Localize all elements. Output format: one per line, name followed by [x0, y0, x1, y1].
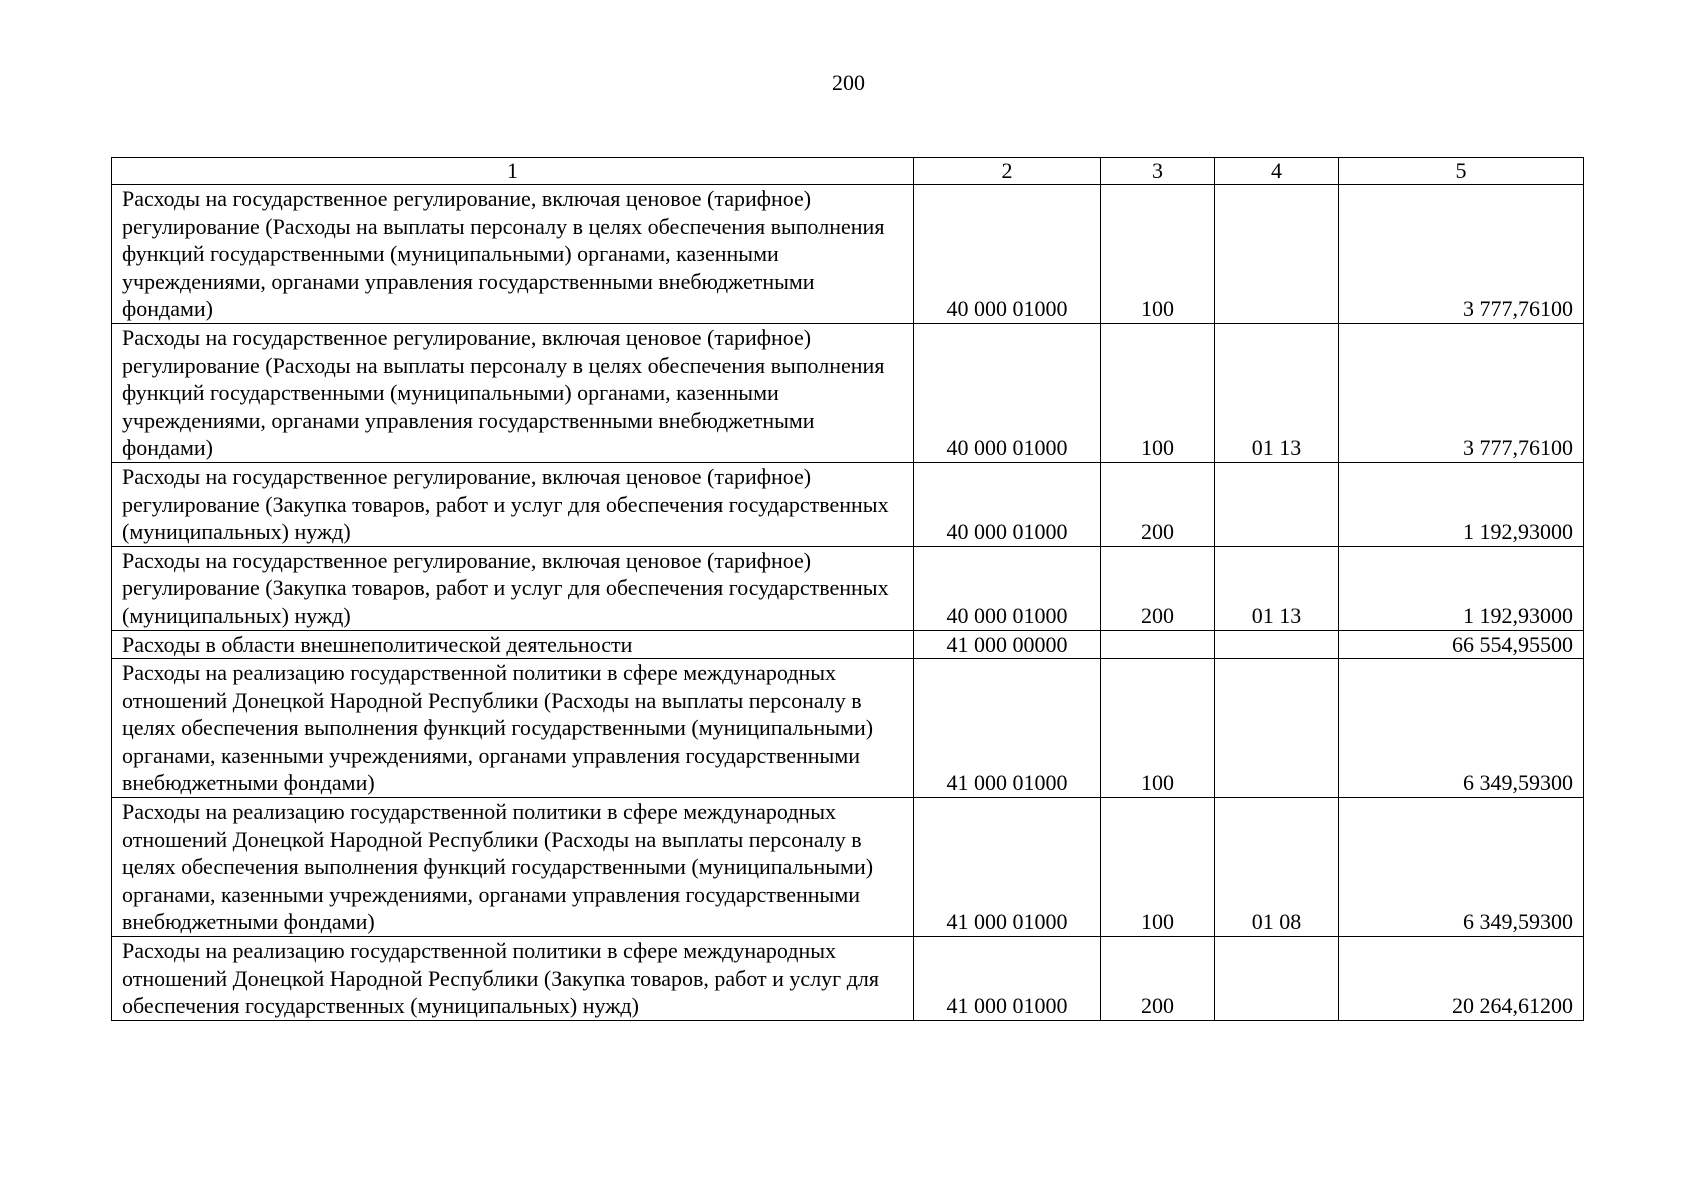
- row-code: 41 000 01000: [914, 937, 1101, 1021]
- row-type: 200: [1101, 546, 1215, 630]
- budget-table: [111, 157, 1584, 1021]
- header-col-2: 2: [914, 158, 1101, 185]
- header-col-1: 1: [112, 158, 914, 185]
- row-description: Расходы на государственное регулирование, включая ценовое (тарифное) регулирование (Закупка товаров, работ и услуг для обеспечения государственных (муниципальных) нужд): [112, 462, 914, 546]
- row-code: 41 000 01000: [914, 798, 1101, 937]
- row-amount: 1 192,93000: [1339, 462, 1584, 546]
- table-row: [112, 798, 1584, 937]
- header-col-4: 4: [1215, 158, 1339, 185]
- row-code: 41 000 00000: [914, 630, 1101, 659]
- row-type: 100: [1101, 659, 1215, 798]
- header-col-5: 5: [1339, 158, 1584, 185]
- row-amount: 66 554,95500: [1339, 630, 1584, 659]
- row-amount: 1 192,93000: [1339, 546, 1584, 630]
- row-code: 40 000 01000: [914, 462, 1101, 546]
- table-row: [112, 323, 1584, 462]
- row-section: [1215, 185, 1339, 324]
- row-description: Расходы на реализацию государственной политики в сфере международных отношений Донецкой Народной Республики (Расходы на выплаты персоналу в целях обеспечения выполнения функций государственными (муниципальными) органами, казенными учреждениями, органами управления государственными внебюджетными фондами): [112, 659, 914, 798]
- row-description: Расходы на государственное регулирование, включая ценовое (тарифное) регулирование (Расходы на выплаты персоналу в целях обеспечения выполнения функций государственными (муниципальными) органами, казенными учреждениями, органами управления государственными внебюджетными фондами): [112, 323, 914, 462]
- row-code: 41 000 01000: [914, 659, 1101, 798]
- row-code: 40 000 01000: [914, 546, 1101, 630]
- row-section: [1215, 630, 1339, 659]
- row-description: Расходы на реализацию государственной политики в сфере международных отношений Донецкой Народной Республики (Закупка товаров, работ и услуг для обеспечения государственных (муниципальных) нужд): [112, 937, 914, 1021]
- row-type: 100: [1101, 798, 1215, 937]
- row-code: 40 000 01000: [914, 185, 1101, 324]
- row-type: [1101, 630, 1215, 659]
- row-description: Расходы на реализацию государственной политики в сфере международных отношений Донецкой Народной Республики (Расходы на выплаты персоналу в целях обеспечения выполнения функций государственными (муниципальными) органами, казенными учреждениями, органами управления государственными внебюджетными фондами): [112, 798, 914, 937]
- header-col-3: 3: [1101, 158, 1215, 185]
- row-type: 100: [1101, 185, 1215, 324]
- row-type: 100: [1101, 323, 1215, 462]
- row-section: 01 13: [1215, 323, 1339, 462]
- row-amount: 3 777,76100: [1339, 185, 1584, 324]
- row-description: Расходы на государственное регулирование, включая ценовое (тарифное) регулирование (Закупка товаров, работ и услуг для обеспечения государственных (муниципальных) нужд): [112, 546, 914, 630]
- row-section: [1215, 462, 1339, 546]
- row-amount: 6 349,59300: [1339, 659, 1584, 798]
- table-row: [112, 937, 1584, 1021]
- row-amount: 6 349,59300: [1339, 798, 1584, 937]
- table-row: [112, 546, 1584, 630]
- table-row: [112, 462, 1584, 546]
- row-amount: 3 777,76100: [1339, 323, 1584, 462]
- row-code: 40 000 01000: [914, 323, 1101, 462]
- table-header-row: [112, 158, 1584, 185]
- row-section: 01 08: [1215, 798, 1339, 937]
- row-section: [1215, 937, 1339, 1021]
- row-section: 01 13: [1215, 546, 1339, 630]
- table-row: [112, 630, 1584, 659]
- page-number: 200: [832, 70, 865, 95]
- table-row: [112, 659, 1584, 798]
- row-type: 200: [1101, 462, 1215, 546]
- row-type: 200: [1101, 937, 1215, 1021]
- table-row: [112, 185, 1584, 324]
- row-description: Расходы на государственное регулирование, включая ценовое (тарифное) регулирование (Расходы на выплаты персоналу в целях обеспечения выполнения функций государственными (муниципальными) органами, казенными учреждениями, органами управления государственными внебюджетными фондами): [112, 185, 914, 324]
- row-amount: 20 264,61200: [1339, 937, 1584, 1021]
- row-section: [1215, 659, 1339, 798]
- row-description: Расходы в области внешнеполитической деятельности: [112, 630, 914, 659]
